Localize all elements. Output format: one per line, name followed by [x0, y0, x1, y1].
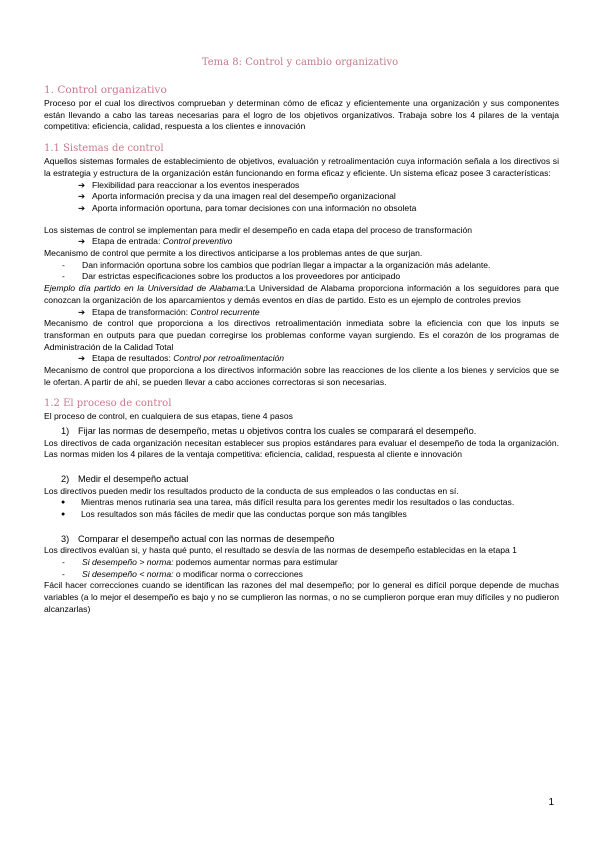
step-2-description: Los directivos pueden medir los resultados producto de la conducta de sus empleados o las conductas en sí. — [44, 485, 459, 496]
section-1-1-heading: 1.1 Sistemas de control — [44, 143, 164, 155]
bullet-icon: ● — [61, 510, 66, 518]
section-1-heading: 1. Control organizativo — [44, 84, 167, 96]
stage-entry: ➔ Etapa de entrada: Control preventivo — [78, 236, 233, 247]
step-1-title: 1) Fijar las normas de desempeño, metas u objetivos contra los cuales se comparará el desempeño. — [61, 426, 477, 437]
section-1-2-heading: 1.2 El proceso de control — [44, 398, 172, 410]
arrow-icon: ➔ — [78, 202, 86, 213]
stage-results: ➔ Etapa de resultados: Control por retroalimentación — [78, 353, 285, 364]
page-number: 1 — [548, 797, 554, 808]
document-title: Tema 8: Control y cambio organizativo — [201, 57, 399, 68]
list-item: ➔ Aporta información precisa y da una imagen real del desempeño organizacional — [78, 191, 396, 202]
dash-icon: - — [62, 568, 65, 579]
step-1-description: Los directivos de cada organización necesitan establecer sus propios estándares para evaluar el desempeño de toda la organización. Las normas miden los 4 pilares de la ventaja competitiva: eficiencia, calidad, respuesta al cliente e innovación — [44, 437, 559, 460]
dash-icon: - — [62, 556, 65, 567]
arrow-icon: ➔ — [78, 236, 86, 247]
arrow-icon: ➔ — [78, 306, 86, 317]
list-item: ● Mientras menos rutinaria sea una tarea, más difícil resulta para los gerentes medir los resultados o las conductas. — [61, 497, 515, 508]
stages-intro: Los sistemas de control se implementan para medir el desempeño en cada etapa del proceso de transformación — [44, 224, 473, 235]
step-3-paragraph: Fácil hacer correcciones cuando se identifican las razones del mal desempeño; por lo general es difícil porque depende de muchas variables (a lo mejor el desempeño es bajo y no se cumplieron las normas, o no se cumplieron porque eran muy difíciles y no pudieron alcanzarlas) — [44, 580, 559, 614]
list-item: - Dan información oportuna sobre los cambios que podrían llegar a impactar a la organización más adelante. — [62, 259, 491, 270]
example-paragraph: Ejemplo día partido en la Universidad de Alabama:La Universidad de Alabama proporciona información a los seguidores para que conozcan la organización de los aparcamientos y demás eventos en días de partido. Esto es un ejemplo de controles previos — [44, 283, 559, 305]
list-item: ➔ Aporta información oportuna, para tomar decisiones con una información no obsoleta — [78, 202, 417, 213]
section-1-1-paragraph: Aquellos sistemas formales de establecimiento de objetivos, evaluación y retroalimentación cuya información señala a los directivos si la estrategia y estructura de la organización están funcionando en forma eficaz y eficiente. Un sistema eficaz posee 3 características: — [44, 156, 559, 178]
arrow-icon: ➔ — [78, 353, 86, 364]
list-item: - Si desempeño > norma: podemos aumentar normas para estimular — [62, 556, 338, 567]
section-1-paragraph: Proceso por el cual los directivos comprueban y determinan cómo de eficaz y eficientemente una organización y sus componentes están llevando a cabo las tareas necesarias para el logro de los objetivos organizativos. Trabaja sobre los 4 pilares de la ventaja competitiva: eficiencia, calidad, respuesta a los clientes e innovación — [44, 98, 559, 132]
list-item: - Dar estrictas especificaciones sobre los productos a los proveedores por anticipado — [62, 271, 401, 282]
arrow-icon: ➔ — [78, 191, 86, 202]
step-2-title: 2) Medir el desempeño actual — [61, 474, 189, 485]
stage-entry-description: Mecanismo de control que permite a los directivos anticiparse a los problemas antes de que surjan. — [44, 248, 423, 259]
step-3-description: Los directivos evalúan si, y hasta qué punto, el resultado se desvía de las normas de desempeño establecidas en la etapa 1 — [44, 545, 517, 556]
dash-icon: - — [62, 271, 65, 282]
stage-results-description: Mecanismo de control que proporciona a los directivos información sobre las reacciones de los cliente a los bienes y servicios que se le ofertan. A partir de ahí, se pueden llevar a cabo acciones correctoras si son necesarias. — [44, 365, 559, 387]
step-3-title: 3) Comparar el desempeño actual con las normas de desempeño — [61, 533, 335, 544]
list-item: - Si desempeño < norma: o modificar norma o correcciones — [62, 568, 303, 579]
arrow-icon: ➔ — [78, 179, 86, 190]
dash-icon: - — [62, 259, 65, 270]
bullet-icon: ● — [61, 499, 66, 507]
list-item: ● Los resultados son más fáciles de medir que las conductas porque son más tangibles — [61, 508, 407, 519]
stage-transformation-description: Mecanismo de control que proporciona a los directivos retroalimentación inmediata sobre la eficiencia con que los inputs se transforman en outputs para que puedan corregirse los problemas conforme vayan surgiendo. Es el corazón de los programas de Administración de la Calidad Total — [44, 318, 559, 352]
stage-transformation: ➔ Etapa de transformación: Control recurrente — [78, 306, 260, 317]
list-item: ➔ Flexibilidad para reaccionar a los eventos inesperados — [78, 179, 300, 190]
section-1-2-intro: El proceso de control, en cualquiera de sus etapas, tiene 4 pasos — [44, 411, 293, 422]
document-body — [44, 82, 559, 615]
